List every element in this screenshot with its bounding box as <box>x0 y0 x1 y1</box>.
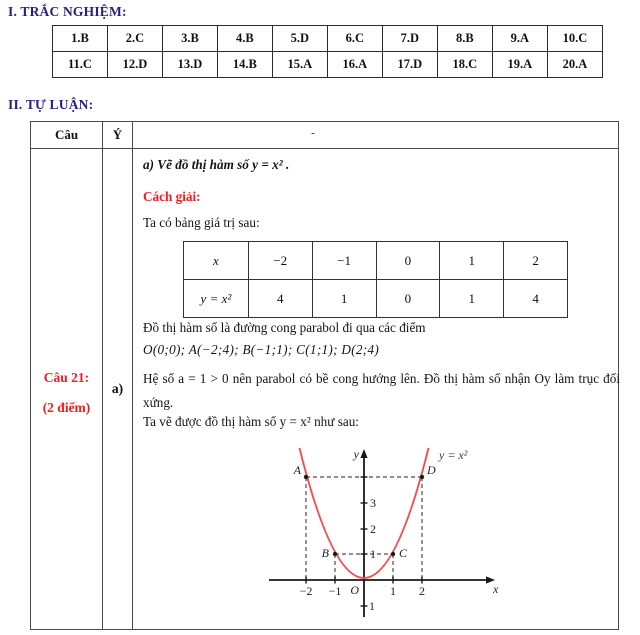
x-tick-label: −2 <box>299 584 313 598</box>
paragraph-draw: Ta vẽ được đồ thị hàm số y = x² như sau: <box>143 414 359 429</box>
value-table-row-x <box>184 242 568 280</box>
curve-equation-label: y = x² <box>439 448 468 462</box>
solution-heading: Cách giải: <box>143 189 201 204</box>
answer-cell: 13.D <box>162 52 217 78</box>
value-cell: 1 <box>312 280 376 318</box>
answer-cell: 18.C <box>437 52 492 78</box>
answer-cell: 9.A <box>492 26 547 52</box>
value-cell: −1 <box>312 242 376 280</box>
part-label: a) <box>111 381 124 396</box>
value-cell: 1 <box>440 242 504 280</box>
y-tick-label: 1 <box>370 547 376 561</box>
header-artifact-mark: - <box>311 127 315 139</box>
answer-cell: 2.C <box>107 26 162 52</box>
y-axis-arrow <box>360 449 367 458</box>
essay-header-row <box>31 122 619 149</box>
answer-cell: 8.B <box>437 26 492 52</box>
answer-row <box>53 26 603 52</box>
answer-cell: 17.D <box>382 52 437 78</box>
value-table-intro: Ta có bảng giá trị sau: <box>143 215 260 230</box>
x-tick-label: 1 <box>390 584 396 598</box>
value-cell: 1 <box>440 280 504 318</box>
section-2-heading: II. TỰ LUẬN: <box>8 97 94 112</box>
essay-solution-table <box>30 121 619 630</box>
answer-cell: 14.B <box>217 52 272 78</box>
value-cell: y = x² <box>184 280 249 318</box>
value-cell: x <box>184 242 249 280</box>
value-cell: −2 <box>248 242 312 280</box>
answer-cell: 19.A <box>492 52 547 78</box>
value-table-wrap <box>183 241 568 318</box>
y-tick-label-below-axis: 1 <box>369 599 375 613</box>
paragraph-coefficient: Hệ số a = 1 > 0 nên parabol có bề cong hướng lên. Đồ thị hàm số nhận Oy làm trục đối xứng. <box>143 371 620 410</box>
point-label-d: D <box>427 463 436 477</box>
value-cell: 4 <box>504 280 568 318</box>
task-statement: a) Vẽ đồ thị hàm số y = x² . <box>143 157 290 172</box>
answer-row <box>53 52 603 78</box>
answer-cell: 16.A <box>327 52 382 78</box>
point-label-a: A <box>293 463 301 477</box>
value-cell: 4 <box>248 280 312 318</box>
value-cell: 2 <box>504 242 568 280</box>
parabola-graph <box>261 445 506 629</box>
answer-cell: 7.D <box>382 26 437 52</box>
column-header-content <box>133 122 619 149</box>
question-number-cell <box>31 149 103 630</box>
value-cell: 0 <box>376 242 440 280</box>
point-label-b: B <box>321 546 329 560</box>
y-tick-label: 2 <box>370 522 376 536</box>
y-tick-label: 3 <box>370 496 376 510</box>
answer-cell: 20.A <box>547 52 602 78</box>
origin-label: O <box>350 583 359 597</box>
multiple-choice-answer-table <box>52 25 603 78</box>
x-axis-label: x <box>493 582 499 596</box>
section-1-heading: I. TRẮC NGHIỆM: <box>8 4 127 19</box>
question-points: (2 điểm) <box>42 400 91 415</box>
answer-cell: 12.D <box>107 52 162 78</box>
parabola-graph-svg <box>261 445 506 625</box>
answer-cell: 4.B <box>217 26 272 52</box>
value-table <box>183 241 568 318</box>
points-list: O(0;0); A(−2;4); B(−1;1); C(1;1); D(2;4) <box>143 342 380 357</box>
part-cell <box>103 149 133 630</box>
essay-body-row <box>31 149 619 630</box>
answer-cell: 6.C <box>327 26 382 52</box>
answer-cell: 15.A <box>272 52 327 78</box>
question-number: Câu 21: <box>43 370 90 385</box>
paragraph-parabol: Đồ thị hàm số là đường cong parabol đi qua các điểm <box>143 320 426 335</box>
y-axis-label: y <box>353 447 359 461</box>
answer-cell: 11.C <box>53 52 108 78</box>
value-cell: 0 <box>376 280 440 318</box>
answer-cell: 3.B <box>162 26 217 52</box>
answer-cell: 10.C <box>547 26 602 52</box>
point-label-c: C <box>399 546 408 560</box>
answer-cell: 1.B <box>53 26 108 52</box>
solution-content-cell <box>133 149 619 630</box>
value-table-row-y <box>184 280 568 318</box>
answer-cell: 5.D <box>272 26 327 52</box>
x-tick-label: −1 <box>328 584 342 598</box>
column-header-cau: Câu <box>31 122 103 149</box>
column-header-y: Ý <box>103 122 133 149</box>
x-tick-label: 2 <box>419 584 425 598</box>
